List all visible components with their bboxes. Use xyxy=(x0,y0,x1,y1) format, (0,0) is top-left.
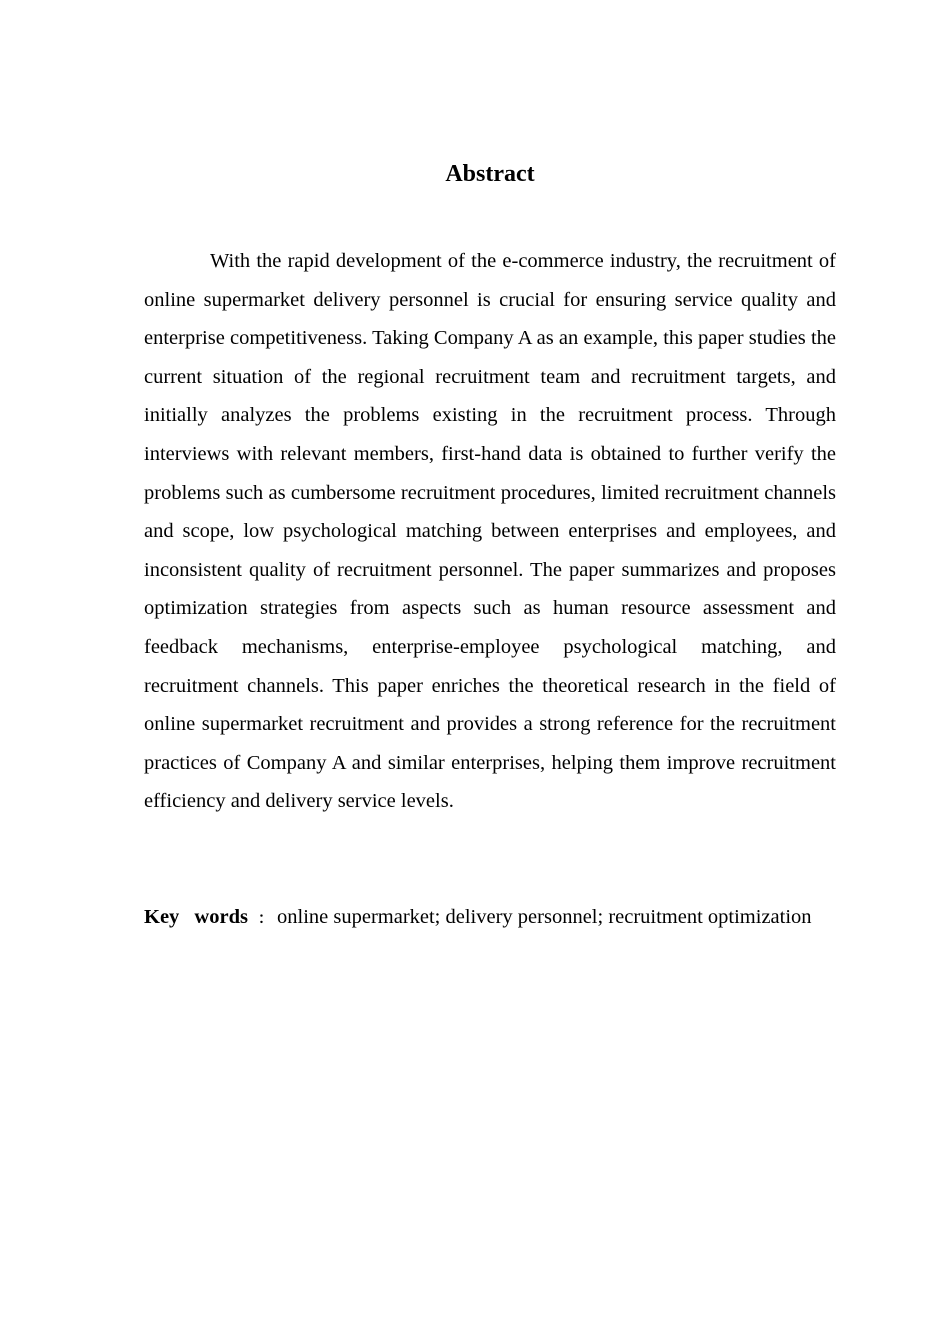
keywords-text: online supermarket; delivery personnel; recruitment optimization xyxy=(277,906,812,928)
keywords-separator: ： xyxy=(247,911,273,927)
keywords-label: Key words xyxy=(144,906,248,928)
abstract-title: Abstract xyxy=(445,161,535,187)
abstract-body: With the rapid development of the e-commerce industry, the recruitment of online supermarket delivery personnel is crucial for ensuring service quality and enterprise competitiveness. Taking Company A as an example, this paper studies the current situation of the regional recruitment team and recruitment targets, and initially analyzes the problems existing in the recruitment process. Through interviews with relevant members, first-hand data is obtained to further verify the problems such as cumbersome recruitment procedures, limited recruitment channels and scope, low psychological matching between enterprises and employees, and inconsistent quality of recruitment personnel. The paper summarizes and proposes optimization strategies from aspects such as human resource assessment and feedback mechanisms, enterprise-employee psychological matching, and recruitment channels. This paper enriches the theoretical research in the field of online supermarket recruitment and provides a strong reference for the recruitment practices of Company A and similar enterprises, helping them improve recruitment efficiency and delivery service levels. xyxy=(144,250,836,813)
keywords-label-group xyxy=(144,898,273,939)
keywords-section xyxy=(144,898,836,939)
